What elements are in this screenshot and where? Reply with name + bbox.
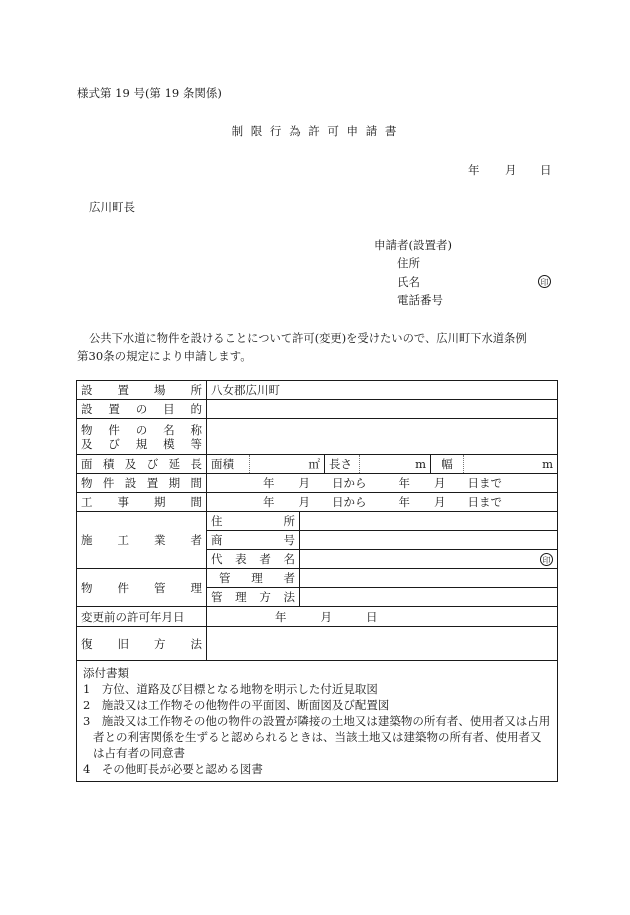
- method-label: 管理方法: [207, 588, 300, 607]
- works-from-month: 月: [298, 495, 310, 509]
- contractor-rep-label: 代表者名: [207, 550, 300, 569]
- prev-date-value[interactable]: [207, 607, 558, 627]
- item-label: [77, 419, 207, 455]
- prev-date-month: 月: [320, 609, 332, 624]
- contractor-seal-icon: 印: [540, 553, 553, 566]
- period-to-day: 日まで: [467, 476, 502, 490]
- works-from-year: 年: [263, 495, 275, 509]
- row-manager: [77, 569, 558, 588]
- works-label: 工事期間: [77, 493, 207, 512]
- restore-value[interactable]: [207, 627, 558, 661]
- prev-date-label: 変更前の許可年月日: [77, 607, 207, 627]
- item-label-line1: 物件の名称: [81, 422, 202, 437]
- seal-mark: 印: [538, 275, 551, 288]
- length-value[interactable]: [360, 455, 431, 473]
- item-label-line2: 及び規模等: [81, 436, 202, 451]
- form-number: 様式第 19 号(第 19 条関係): [77, 86, 222, 100]
- area-unit: ㎡: [308, 457, 320, 471]
- contractor-trade-value[interactable]: [300, 531, 558, 550]
- width-unit: m: [542, 457, 553, 471]
- prev-date-year: 年: [275, 609, 287, 624]
- area-length-cell: [207, 455, 558, 474]
- works-to-year: 年: [398, 495, 410, 509]
- prev-date-day: 日: [366, 609, 378, 624]
- applicant-seal-icon: [538, 274, 551, 288]
- location-label: 設置場所: [77, 381, 207, 400]
- date-month: 月: [505, 163, 517, 177]
- date-year: 年: [468, 163, 480, 177]
- attachment-item: 3 施設又は工作物その他の物件の設置が隣接の土地又は建築物の所有者、使用者又は占用者との利害関係を生ずると認められるときは、当該土地又は建築物の所有者、使用者又は占有者の同意書: [83, 714, 551, 760]
- addressee: 広川町長: [89, 200, 135, 214]
- area-value[interactable]: [250, 455, 325, 473]
- contractor-label: 施工業者: [77, 512, 207, 569]
- area-length-label: 面積及び延長: [77, 455, 207, 474]
- body-text-line1: 公共下水道に物件を設けることについて許可(変更)を受けたいので、広川町下水道条例: [89, 332, 527, 345]
- purpose-label: 設置の目的: [77, 400, 207, 419]
- manager-label: 管理者: [207, 569, 300, 588]
- item-value[interactable]: [207, 419, 558, 455]
- works-to-month: 月: [434, 495, 446, 509]
- period-to-year: 年: [398, 476, 410, 490]
- row-period: [77, 474, 558, 493]
- attachment-item: 1 方位、道路及び目標となる地物を明示した付近見取図: [83, 682, 378, 696]
- period-from-day: 日から: [332, 476, 367, 490]
- width-value[interactable]: [464, 455, 557, 473]
- applicant-phone-label: 電話番号: [397, 293, 443, 307]
- length-unit: m: [415, 457, 426, 471]
- purpose-value[interactable]: [207, 400, 558, 419]
- period-value[interactable]: [207, 474, 558, 493]
- period-to-month: 月: [434, 476, 446, 490]
- length-caption: 長さ: [325, 455, 360, 473]
- row-location: [77, 381, 558, 400]
- manager-value[interactable]: [300, 569, 558, 588]
- body-text-line2: 第30条の規定により申請します。: [77, 349, 252, 363]
- attachments-heading: 添付書類: [83, 666, 129, 680]
- works-from-day: 日から: [332, 495, 367, 509]
- works-value[interactable]: [207, 493, 558, 512]
- row-works: [77, 493, 558, 512]
- row-prev-date: [77, 607, 558, 627]
- contractor-trade-label: 商号: [207, 531, 300, 550]
- row-purpose: [77, 400, 558, 419]
- contractor-address-value[interactable]: [300, 512, 558, 531]
- applicant-address-label: 住所: [397, 256, 420, 270]
- period-from-year: 年: [263, 476, 275, 490]
- applicant-name-label: 氏名: [397, 275, 420, 289]
- attachments-cell: [77, 661, 558, 782]
- row-item: [77, 419, 558, 455]
- works-to-day: 日まで: [467, 495, 502, 509]
- method-value[interactable]: [300, 588, 558, 607]
- date-day: 日: [540, 163, 552, 177]
- row-contractor-address: [77, 512, 558, 531]
- contractor-address-label: 住所: [207, 512, 300, 531]
- row-area: [77, 455, 558, 474]
- width-caption: 幅: [431, 455, 464, 473]
- location-value[interactable]: 八女郡広川町: [207, 381, 558, 400]
- period-from-month: 月: [298, 476, 310, 490]
- period-label: 物件設置期間: [77, 474, 207, 493]
- attachment-item: 2 施設又は工作物その他物件の平面図、断面図及び配置図: [83, 698, 390, 712]
- restore-label: 復旧方法: [77, 627, 207, 661]
- contractor-rep-value[interactable]: [300, 550, 558, 569]
- application-table: [76, 380, 558, 782]
- row-restore: [77, 627, 558, 661]
- area-caption: 面積: [207, 455, 250, 473]
- applicant-heading: 申請者(設置者): [374, 238, 452, 252]
- attachment-item: 4 その他町長が必要と認める図書: [83, 762, 263, 776]
- management-label: 物件管理: [77, 569, 207, 607]
- document-title: 制 限 行 為 許 可 申 請 書: [231, 124, 399, 138]
- row-attachments: [77, 661, 558, 782]
